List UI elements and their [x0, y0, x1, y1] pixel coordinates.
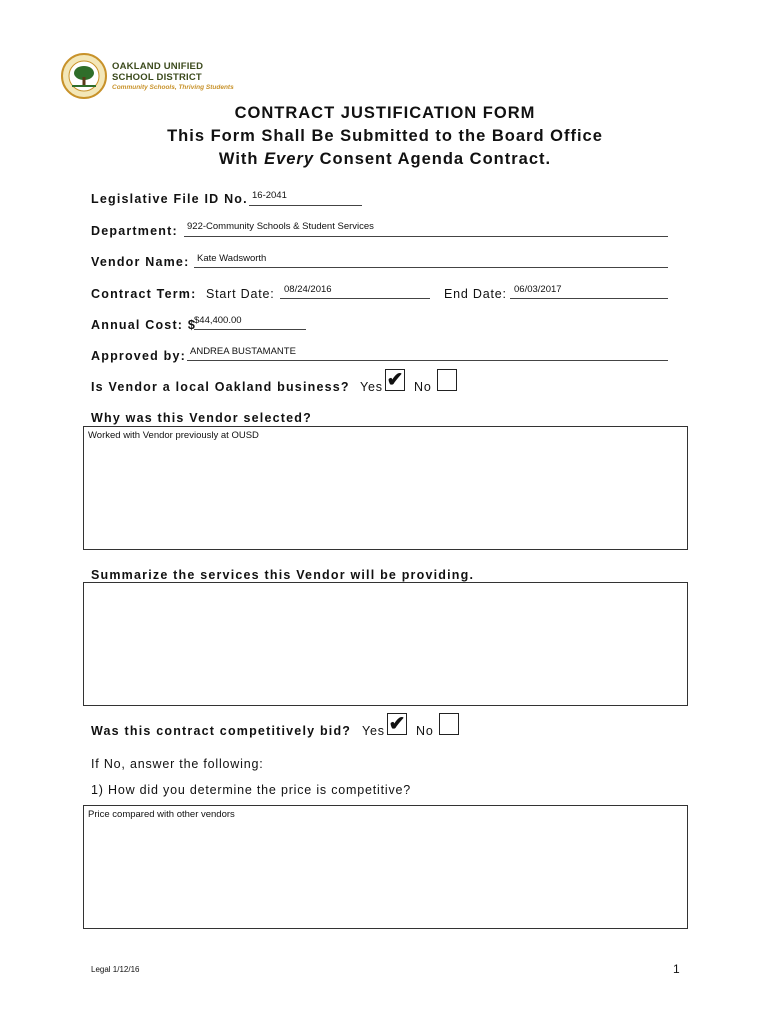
price-competitive-answer: Price compared with other vendors: [88, 809, 235, 820]
local-business-yes-checkbox[interactable]: ✔: [386, 369, 404, 391]
competitive-bid-no-label: No: [416, 724, 434, 738]
subtitle-suffix: Consent Agenda Contract.: [314, 150, 552, 168]
approved-by-line: [187, 360, 668, 361]
department-value[interactable]: 922-Community Schools & Student Services: [187, 221, 374, 232]
department-label: Department:: [91, 224, 178, 238]
end-date-label: End Date:: [444, 287, 507, 301]
district-name-line1: OAKLAND UNIFIED: [112, 61, 204, 72]
approved-by-label: Approved by:: [91, 349, 186, 363]
contract-term-label: Contract Term:: [91, 287, 197, 301]
competitive-bid-question: Was this contract competitively bid?: [91, 724, 352, 738]
vendor-name-label: Vendor Name:: [91, 255, 190, 269]
annual-cost-value[interactable]: $44,400.00: [194, 315, 242, 326]
services-question: Summarize the services this Vendor will be providing.: [91, 568, 475, 582]
legislative-file-label: Legislative File ID No.: [91, 192, 248, 206]
approved-by-value[interactable]: ANDREA BUSTAMANTE: [190, 346, 296, 357]
annual-cost-line: [194, 329, 306, 330]
price-competitive-question: 1) How did you determine the price is competitive?: [91, 783, 411, 797]
local-business-yes-label: Yes: [360, 380, 383, 394]
end-date-line: [510, 298, 668, 299]
form-subtitle-line3: [0, 150, 770, 169]
why-selected-question: Why was this Vendor selected?: [91, 411, 312, 425]
legislative-file-line: [249, 205, 362, 206]
services-answer: [84, 583, 687, 589]
start-date-line: [280, 298, 430, 299]
end-date-value[interactable]: 06/03/2017: [514, 284, 562, 295]
subtitle-emphasis: Every: [264, 150, 315, 168]
competitive-bid-no-checkbox[interactable]: [439, 713, 459, 735]
vendor-name-value[interactable]: Kate Wadsworth: [197, 253, 267, 264]
form-title: CONTRACT JUSTIFICATION FORM: [234, 104, 536, 122]
competitive-bid-yes-checkbox[interactable]: ✔: [388, 713, 406, 735]
if-no-instruction: If No, answer the following:: [91, 757, 264, 771]
start-date-label: Start Date:: [206, 287, 275, 301]
competitive-bid-yes-label: Yes: [362, 724, 385, 738]
vendor-name-line: [194, 267, 668, 268]
start-date-value[interactable]: 08/24/2016: [284, 284, 332, 295]
footer-legal-version: Legal 1/12/16: [91, 965, 140, 974]
services-answer-box[interactable]: [83, 582, 688, 706]
district-seal-logo: [60, 52, 108, 100]
why-selected-answer-box[interactable]: [83, 426, 688, 550]
form-subtitle: This Form Shall Be Submitted to the Board Office: [167, 127, 603, 145]
legislative-file-value[interactable]: 16-2041: [252, 190, 287, 201]
district-name-line2: SCHOOL DISTRICT: [112, 72, 202, 83]
price-competitive-answer-box[interactable]: [83, 805, 688, 929]
district-name: [112, 61, 203, 83]
department-line: [184, 236, 668, 237]
local-business-no-checkbox[interactable]: [437, 369, 457, 391]
annual-cost-label: Annual Cost: $: [91, 318, 196, 332]
local-business-question: Is Vendor a local Oakland business?: [91, 380, 350, 394]
subtitle-prefix: With: [218, 150, 265, 168]
why-selected-answer: Worked with Vendor previously at OUSD: [88, 430, 259, 441]
local-business-no-label: No: [414, 380, 432, 394]
page-number: 1: [673, 962, 680, 976]
district-tagline: Community Schools, Thriving Students: [112, 84, 234, 91]
